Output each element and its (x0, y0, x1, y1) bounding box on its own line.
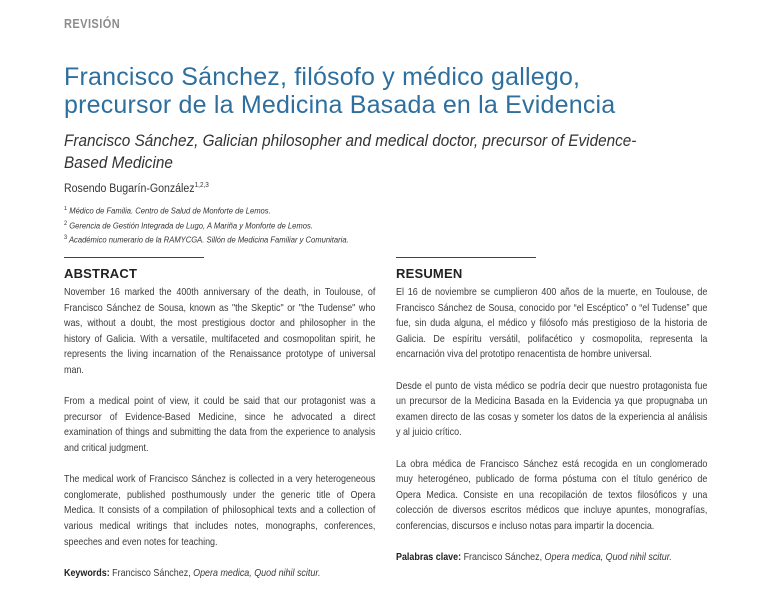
abstract-heading: ABSTRACT (64, 266, 138, 281)
keywords-line (64, 566, 375, 582)
palabras-clave-plain: Francisco Sánchez, (461, 552, 545, 564)
author-name: Rosendo Bugarín-González (64, 182, 195, 195)
affiliation-number: 2 (64, 220, 68, 227)
title-line-1: Francisco Sánchez, filósofo y médico gallego, (64, 63, 581, 91)
resumen-paragraph-2: Desde el punto de vista médico se podría decir que nuestro protagonista fue un precursor de la Medicina Basada en la Evidencia ya que propugnaba un examen directo de las cosas y someter los datos de la experiencia al análisis y al juicio crítico. (396, 380, 708, 439)
author-line (64, 182, 209, 195)
affiliation-number: 1 (64, 206, 68, 212)
affiliations (64, 203, 349, 247)
article-title-spanish (64, 63, 764, 119)
abstract-paragraph-3: The medical work of Francisco Sánchez is collected in a very heterogeneous conglomerate, published posthumously under the generic title of Opera Medica. It consists of a compilation of philosophical texts and a collection of various medical writings that includes notes, monographs, conferences, speeches and even notes for teaching. (64, 474, 376, 548)
affiliation-text: Académico numerario de la RAMYCGA. Sillón de Medicina Familiar y Comunitaria. (68, 236, 349, 246)
author-affiliation-refs: 1,2,3 (194, 182, 209, 189)
affiliation-item (64, 203, 349, 218)
abstract-paragraph-1: November 16 marked the 400th anniversary of the death, in Toulouse, of Francisco Sánchez de Sousa, known as "the Skeptic" or "the Tudense" who was, without a doubt, the most prestigious doctor and philosopher in the history of Galicia. With a versatile, multifaceted and cosmopolitan spirit, he represents the living incarnation of the Renaissance prototype of universal man. (64, 287, 376, 376)
palabras-clave-label: Palabras clave: (396, 552, 462, 564)
abstract-column (64, 257, 376, 581)
resumen-paragraph-3: La obra médica de Francisco Sánchez está recogida en un conglomerado muy heterogéneo, publicado de forma póstuma con el título genérico de Opera Medica. Consiste en una recopilación de textos filosóficos y una colección de diversos escritos médicos que incluye apuntes, monografías, conferencias, discursos e incluso notas para impartir la docencia. (396, 458, 708, 532)
resumen-column (396, 257, 708, 566)
resumen-paragraph-1: El 16 de noviembre se cumplieron 400 años de la muerte, en Toulouse, de Francisco Sánchez de Sousa, conocido por “el Escéptico” o “el Tudense” que fue, sin duda alguna, el médico y filósofo más prestigioso de la historia de Galicia. De espíritu versátil, polifacético y cosmopolita, representa la encarnación viva del prototipo renacentista de hombre universal. (396, 287, 708, 361)
palabras-clave-italic: Opera medica, Quod nihil scitur. (544, 552, 672, 564)
resumen-heading: RESUMEN (396, 266, 463, 281)
affiliation-text: Médico de Familia. Centro de Salud de Monforte de Lemos. (69, 206, 271, 216)
section-divider (64, 257, 204, 258)
keywords-label: Keywords: (64, 567, 110, 579)
section-divider (396, 257, 536, 258)
affiliation-item (64, 232, 349, 247)
affiliation-number: 3 (64, 235, 68, 242)
keywords-plain: Francisco Sánchez, (109, 567, 194, 579)
title-line-2: precursor de la Medicina Basada en la Evidencia (64, 91, 616, 119)
section-label: REVISIÓN (64, 17, 121, 31)
keywords-italic: Opera medica, Quod nihil scitur. (193, 567, 321, 579)
affiliation-text: Gerencia de Gestión Integrada de Lugo, A Mariña y Monforte de Lemos. (69, 221, 313, 231)
affiliation-item (64, 218, 349, 233)
palabras-clave-line (396, 550, 707, 566)
article-title-english: Francisco Sánchez, Galician philosopher and medical doctor, precursor of Evidence-Based Medicine (64, 131, 637, 172)
abstract-paragraph-2: From a medical point of view, it could be said that our protagonist was a precursor of Evidence-Based Medicine, since he advocated a direct examination of things and submitting the data from the experience to analysis and critical judgment. (64, 396, 376, 454)
